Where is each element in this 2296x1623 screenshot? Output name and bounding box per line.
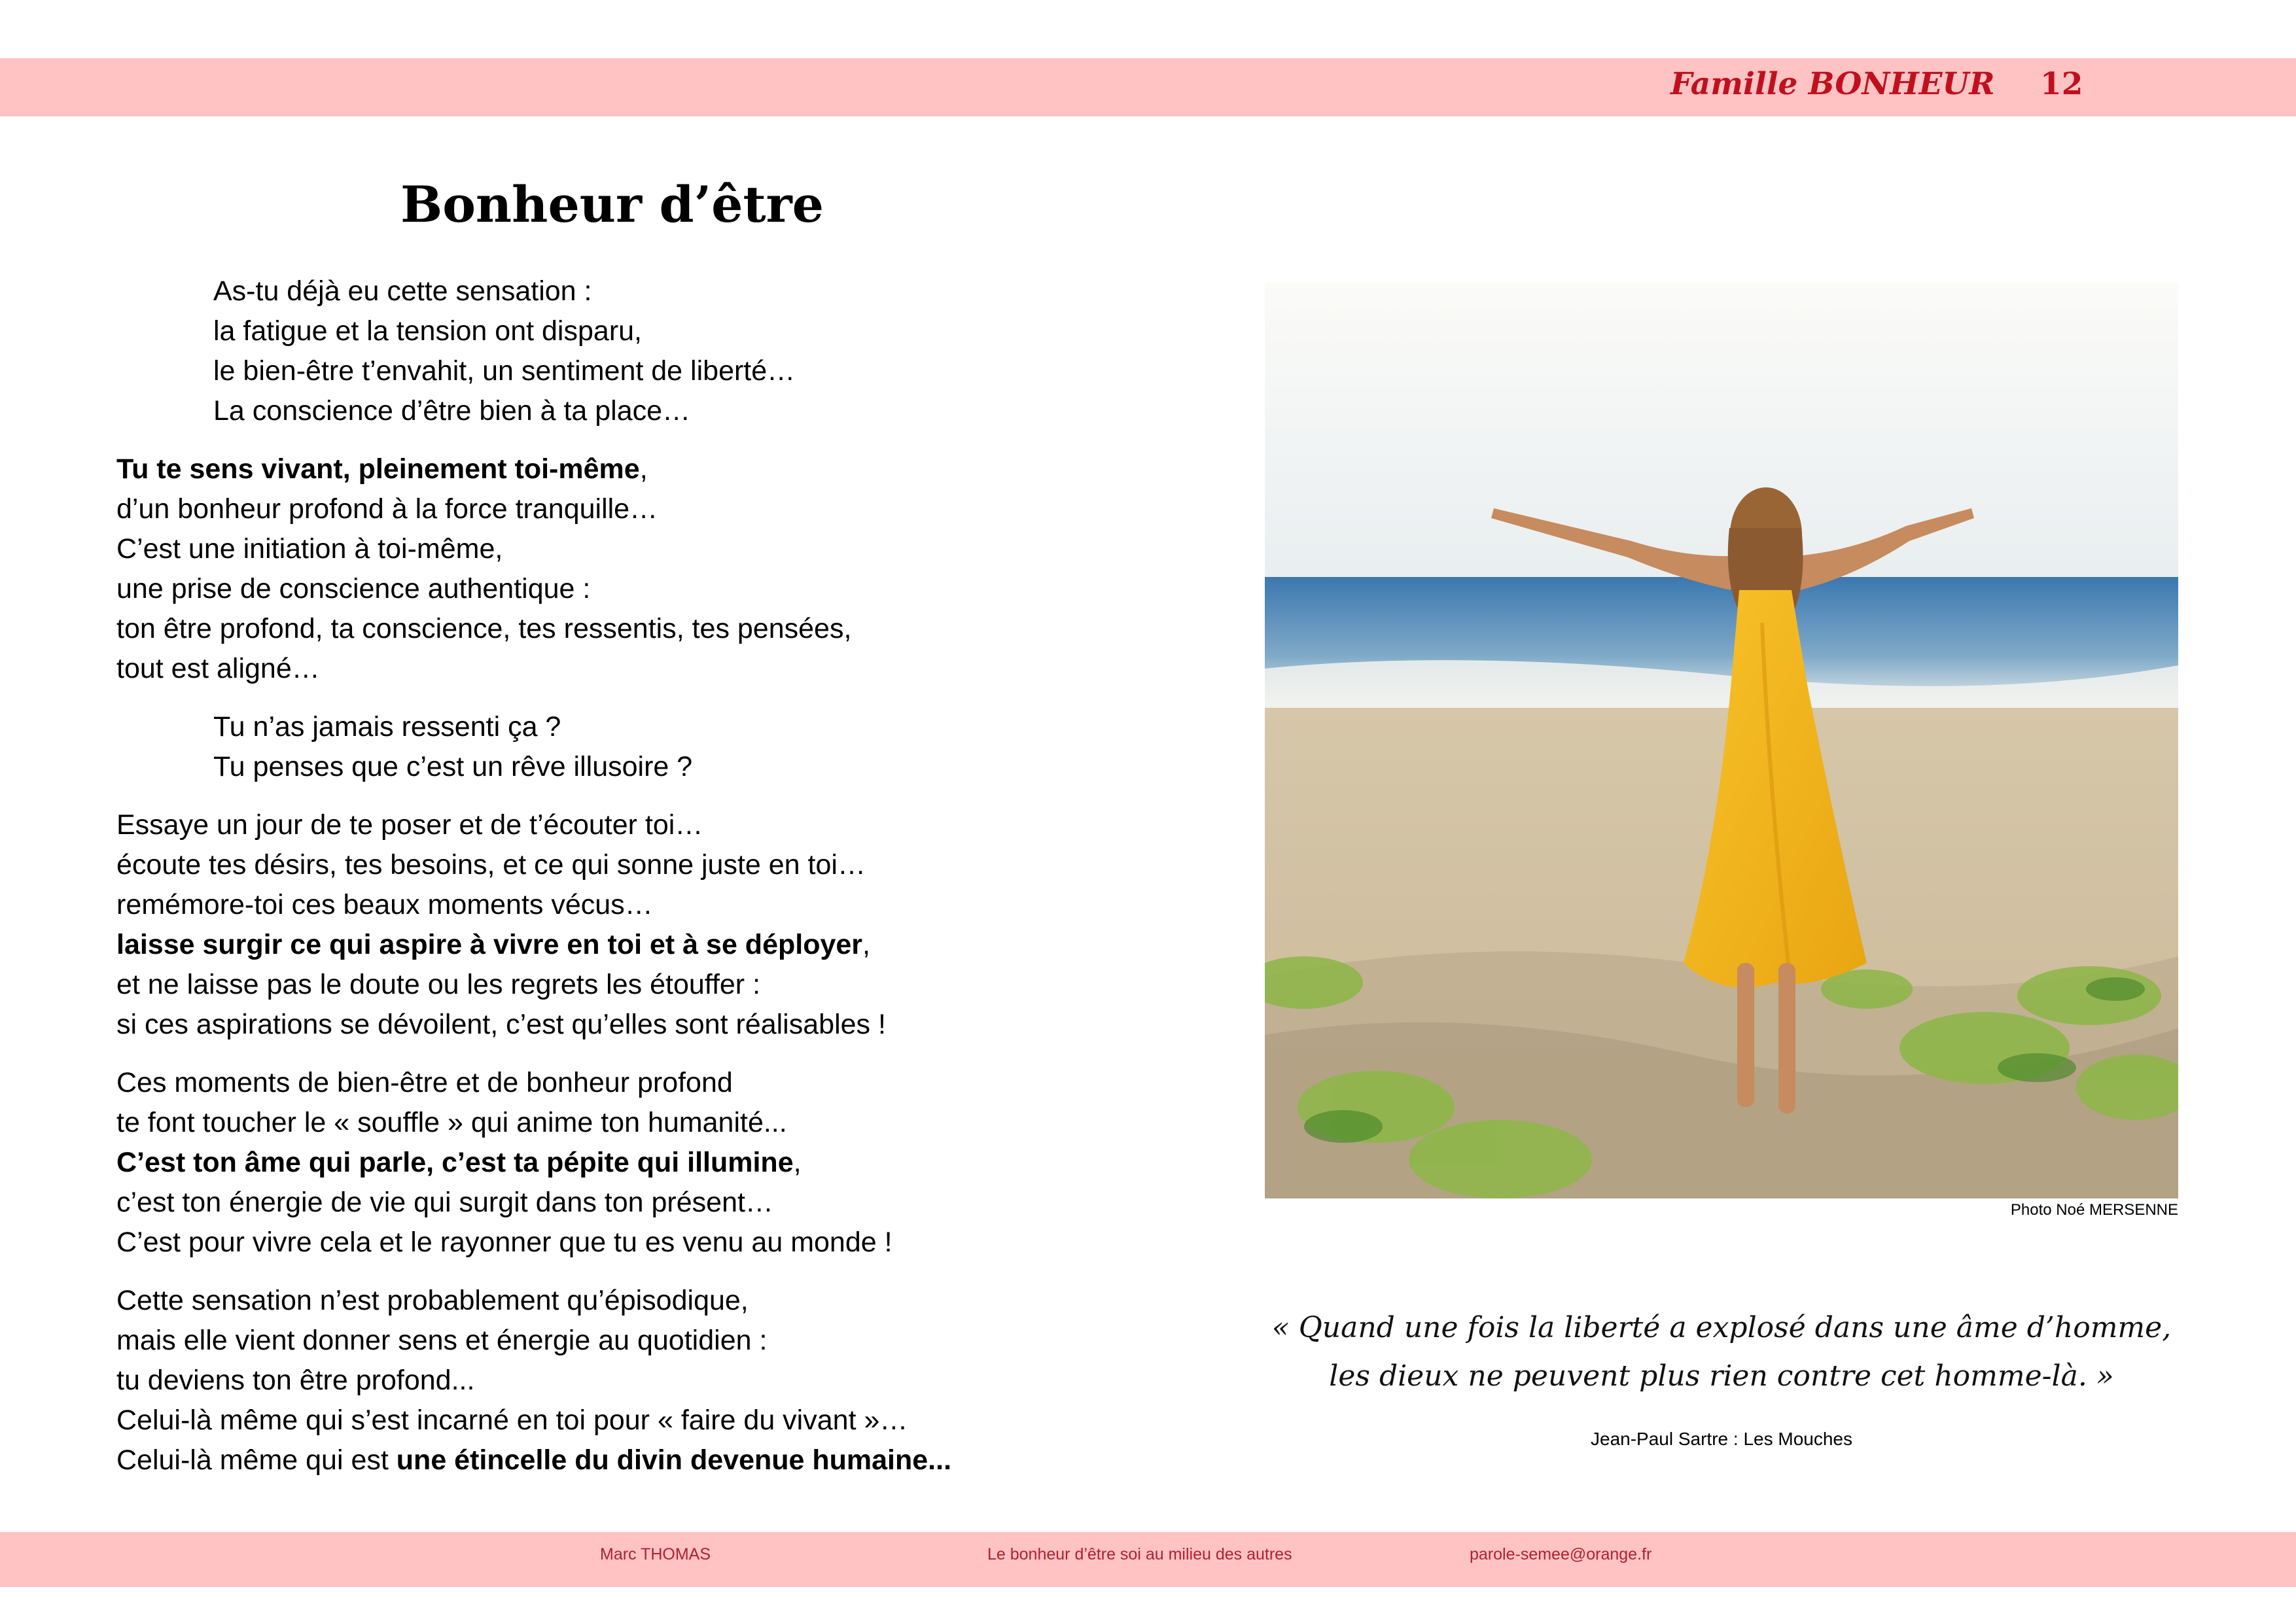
poem-text: remémore-toi ces beaux moments vécus… xyxy=(116,889,653,920)
poem-bold-text: Tu te sens vivant, pleinement toi-même xyxy=(116,453,640,485)
poem-stanza xyxy=(116,271,1124,431)
poem-line xyxy=(213,707,1124,747)
poem-stanza xyxy=(116,805,1124,1045)
poem-text: la fatigue et la tension ont disparu, xyxy=(213,315,642,347)
poem-stanza xyxy=(116,449,1124,689)
poem-line xyxy=(116,1321,1124,1361)
poem-line xyxy=(116,925,1124,965)
poem-text: et ne laisse pas le doute ou les regrets les étouffer : xyxy=(116,969,761,1000)
header-title: Famille BONHEUR xyxy=(1670,66,1995,102)
poem-line xyxy=(116,609,1124,649)
quote xyxy=(1265,1304,2178,1401)
poem-text: Cette sensation n’est probablement qu’épisodique, xyxy=(116,1285,749,1316)
poem-line xyxy=(213,391,1124,431)
poem-line xyxy=(116,885,1124,925)
poem-text: écoute tes désirs, tes besoins, et ce qui sonne juste en toi… xyxy=(116,849,866,881)
poem-text: une prise de conscience authentique : xyxy=(116,573,591,604)
poem-text: tout est aligné… xyxy=(116,653,320,684)
poem-text: le bien-être t’envahit, un sentiment de liberté… xyxy=(213,355,796,387)
poem-line xyxy=(213,747,1124,787)
poem xyxy=(116,271,1124,1499)
poem-line xyxy=(116,965,1124,1005)
poem-text: Celui-là même qui est xyxy=(116,1444,397,1476)
poem-line xyxy=(116,529,1124,569)
poem-text: Celui-là même qui s’est incarné en toi pour « faire du vivant »… xyxy=(116,1405,908,1436)
poem-text: , xyxy=(793,1147,802,1178)
poem-bold-text: C’est ton âme qui parle, c’est ta pépite qui illumine xyxy=(116,1147,794,1178)
poem-text: C’est une initiation à toi-même, xyxy=(116,533,503,565)
poem-line xyxy=(116,1005,1124,1045)
poem-line xyxy=(116,1063,1124,1103)
poem-line xyxy=(116,1183,1124,1223)
poem-line xyxy=(116,1223,1124,1263)
poem-line xyxy=(116,845,1124,885)
poem-text: , xyxy=(862,929,870,960)
poem-line xyxy=(116,1103,1124,1143)
poem-text: C’est pour vivre cela et le rayonner que tu es venu au monde ! xyxy=(116,1227,892,1258)
poem-text: Essaye un jour de te poser et de t’écouter toi… xyxy=(116,809,703,841)
poem-line xyxy=(116,449,1124,489)
poem-stanza xyxy=(116,1281,1124,1480)
poem-line xyxy=(116,1440,1124,1480)
poem-line xyxy=(213,311,1124,351)
woman-on-beach-image xyxy=(1265,283,2178,1198)
quote-source: Jean-Paul Sartre : Les Mouches xyxy=(1591,1429,1852,1449)
quote-line: « Quand une fois la liberté a explosé dans une âme d’homme, xyxy=(1271,1311,2172,1344)
poem-bold-text: une étincelle du divin devenue humaine... xyxy=(396,1444,952,1476)
poem-text: Tu penses que c’est un rêve illusoire ? xyxy=(213,751,693,782)
poem-line xyxy=(116,569,1124,609)
poem-text: tu deviens ton être profond... xyxy=(116,1365,475,1396)
poem-line xyxy=(116,1143,1124,1183)
poem-line xyxy=(116,1401,1124,1440)
poem-text: La conscience d’être bien à ta place… xyxy=(213,395,691,427)
poem-bold-text: laisse surgir ce qui aspire à vivre en toi et à se déployer xyxy=(116,929,863,960)
poem-line xyxy=(116,805,1124,845)
footer-author: Marc THOMAS xyxy=(600,1545,711,1563)
footer-email[interactable]: parole-semee@orange.fr xyxy=(1470,1545,1652,1563)
poem-stanza xyxy=(116,707,1124,787)
poem-stanza xyxy=(116,1063,1124,1263)
poem-text: si ces aspirations se dévoilent, c’est qu’elles sont réalisables ! xyxy=(116,1009,886,1040)
footer-book-title: Le bonheur d’être soi au milieu des autres xyxy=(987,1545,1292,1563)
quote-line: les dieux ne peuvent plus rien contre cet homme-là. » xyxy=(1329,1359,2114,1393)
poem-text: te font toucher le « souffle » qui anime ton humanité... xyxy=(116,1107,787,1138)
poem-text: Ces moments de bien-être et de bonheur profond xyxy=(116,1067,733,1098)
poem-line xyxy=(213,271,1124,311)
poem-text: mais elle vient donner sens et énergie au quotidien : xyxy=(116,1325,768,1356)
photo-credit: Photo Noé MERSENNE xyxy=(2010,1201,2178,1219)
poem-line xyxy=(116,649,1124,689)
poem-text: d’un bonheur profond à la force tranquille… xyxy=(116,493,658,525)
poem-line xyxy=(116,1361,1124,1401)
poem-line xyxy=(116,489,1124,529)
poem-line xyxy=(116,1281,1124,1321)
poem-line xyxy=(213,351,1124,391)
page-title: Bonheur d’être xyxy=(400,175,824,234)
poem-text: c’est ton énergie de vie qui surgit dans ton présent… xyxy=(116,1187,773,1218)
beach-photo xyxy=(1265,283,2178,1198)
poem-text: ton être profond, ta conscience, tes ressentis, tes pensées, xyxy=(116,613,852,644)
poem-text: Tu n’as jamais ressenti ça ? xyxy=(213,711,561,742)
page-number: 12 xyxy=(2040,66,2083,102)
poem-text: , xyxy=(639,453,648,485)
poem-text: As-tu déjà eu cette sensation : xyxy=(213,275,592,307)
